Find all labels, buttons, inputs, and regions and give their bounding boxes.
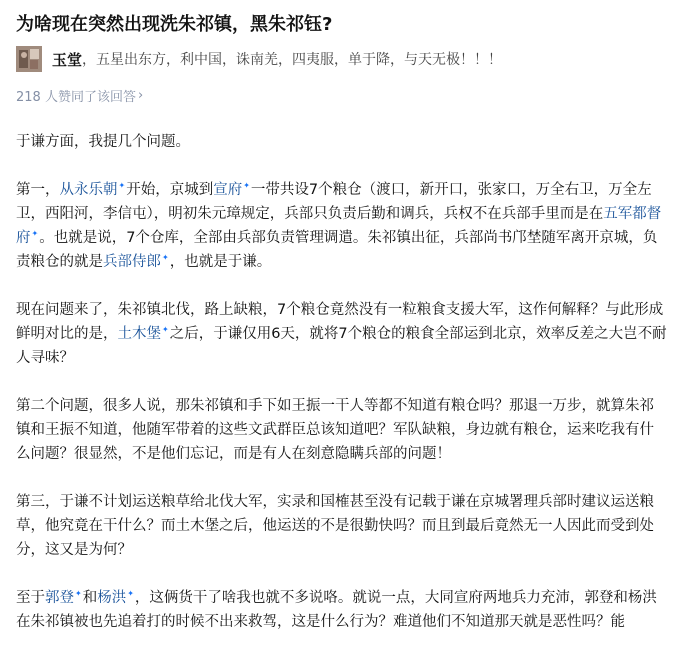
paragraph-1: 于谦方面，我提几个问题。 (16, 134, 190, 150)
link-wujun-dudufu[interactable]: 五军都督府 (16, 206, 662, 246)
link-yongle[interactable]: 从永乐朝 (59, 182, 118, 198)
paragraph-5: 第三，于谦不计划运送粮草给北伐大军，实录和国榷甚至没有记载于谦在京城署理兵部时建议运送粮草，他究竟在干什么？而土木堡之后，他运送的不是很勤快吗？而且到最后竟然无一人因此而受到处分，这又是为何？ (16, 494, 654, 558)
vote-summary-link[interactable] (16, 86, 143, 105)
spark-icon: ✦ (243, 181, 250, 190)
paragraph-6 (16, 586, 668, 634)
spark-icon: ✦ (75, 589, 82, 598)
paragraph-2 (16, 178, 668, 274)
text: 开始，京城到 (126, 182, 214, 198)
author-bio: ，五星出东方，利中国，诛南羌，四夷服，单于降，与天无极！！！ (82, 52, 503, 68)
avatar[interactable] (16, 46, 42, 72)
vote-count-text: 218 人赞同了该回答 (16, 90, 136, 105)
paragraph-4: 第二个问题，很多人说，那朱祁镇和手下如王振一干人等都不知道有粮仓吗？那退一万步，就算朱祁镇和王振不知道，他随军带着的这些文武群臣总该知道吧？军队缺粮，身边就有粮仓，运来吃我有什么问题？很显然，不是他们忘记，而是有人在刻意隐瞒兵部的问题！ (16, 398, 654, 462)
text: 现在问题来了，朱祁镇北伐，路上缺粮，7个粮仓竟然没有一粒粮食支援大军，这作何解释？与此形成鲜明对比的是， (16, 302, 664, 342)
spark-icon: ✦ (162, 325, 169, 334)
text: 至于 (16, 590, 45, 606)
spark-icon: ✦ (162, 253, 169, 262)
paragraph-3 (16, 298, 668, 370)
answer-content (16, 130, 668, 658)
spark-icon: ✦ (118, 181, 126, 190)
spark-icon: ✦ (31, 229, 39, 238)
link-yanghong[interactable]: 杨洪 (97, 590, 127, 606)
question-title[interactable]: 为啥现在突然出现洗朱祁镇，黑朱祁钰? (16, 14, 333, 35)
text: 之后，于谦仅用6天，就将7个粮仓的粮食全部运到北京，效率反差之大岂不耐人寻味？ (16, 326, 667, 366)
author-info (16, 46, 502, 72)
spark-icon: ✦ (127, 589, 134, 598)
text: ，这俩货干了啥我也就不多说咯。就说一点，大同宣府两地兵力充沛，郭登和杨洪在朱祁镇被也先追着打的时候不出来救驾，这是什么行为？难道他们不知道那天就是恶性吗？能 (16, 590, 657, 630)
text: 第一， (16, 182, 60, 198)
text: 。也就是说，7个仓库，全部由兵部负责管理调遣。朱祁镇出征，兵部尚书邝埜随军离开京城，负责粮仓的就是 (16, 230, 658, 270)
text: 一带共设7个粮仓（渡口，新开口，张家口，万全右卫，万全左卫，西阳河，李信屯），明初朱元璋规定，兵部只负责后勤和调兵，兵权不在兵部手里而是在 (16, 182, 652, 222)
link-bingbu-shilang[interactable]: 兵部侍郎 (103, 254, 161, 270)
text: ，也就是于谦。 (169, 254, 272, 270)
chevron-right-icon: › (137, 88, 144, 103)
link-guodeng[interactable]: 郭登 (45, 590, 74, 606)
link-tumubao[interactable]: 土木堡 (117, 326, 161, 342)
text: 和 (82, 590, 98, 606)
link-xuanfu[interactable]: 宣府 (213, 182, 243, 198)
author-name[interactable]: 玉堂 (52, 50, 83, 69)
